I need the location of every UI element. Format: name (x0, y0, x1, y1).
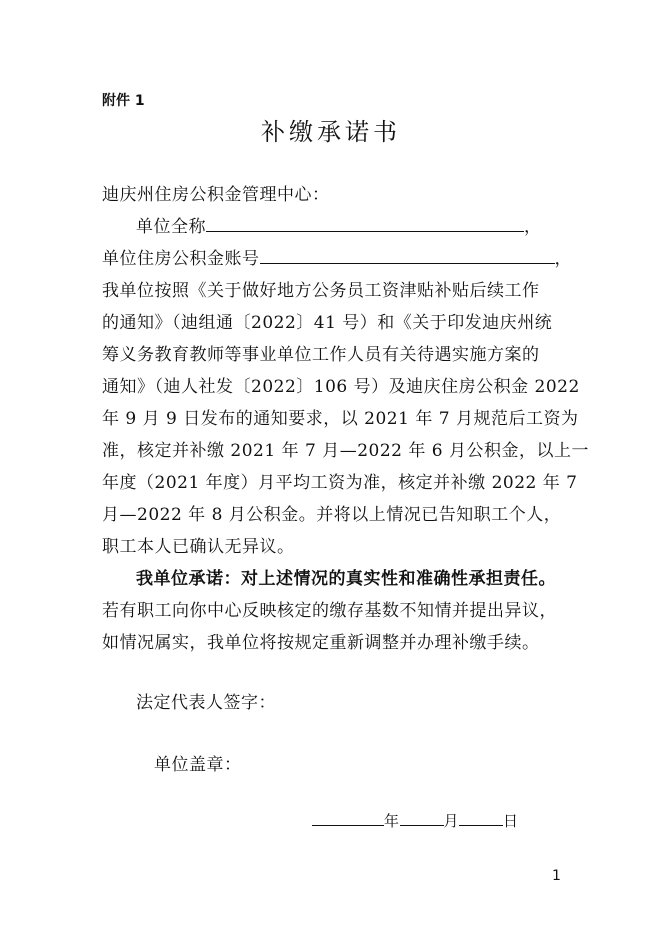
body-line: 年 9 月 9 日发布的通知要求，以 2021 年 7 月规范后工资为 (102, 409, 579, 429)
date-line (312, 810, 519, 831)
unit-name-end: ， (524, 217, 542, 237)
body-line: 准，核定并补缴 2021 年 7 月—2022 年 6 月公积金，以上一 (102, 441, 589, 461)
account-line (102, 244, 572, 269)
page-number: 1 (552, 868, 561, 884)
unit-name-label: 单位全称 (136, 217, 206, 237)
pledge-statement: 我单位承诺：对上述情况的真实性和准确性承担责任。 (136, 569, 556, 589)
day-label: 日 (503, 812, 519, 830)
unit-name-blank (206, 217, 524, 232)
legal-rep-signature-label: 法定代表人签字： (136, 693, 276, 713)
account-label: 单位住房公积金账号 (102, 249, 260, 269)
document-title: 补缴承诺书 (261, 118, 401, 146)
year-blank (312, 811, 384, 826)
pledge-line: 如情况属实，我单位将按规定重新调整并办理补缴手续。 (102, 633, 540, 653)
pledge-line: 若有职工向你中心反映核定的缴存基数不知情并提出异议， (102, 601, 557, 621)
unit-name-line (136, 212, 542, 237)
day-blank (459, 811, 503, 826)
body-line: 我单位按照《关于做好地方公务员工资津贴补贴后续工作 (102, 281, 540, 301)
body-line: 筹义务教育教师等事业单位工作人员有关待遇实施方案的 (102, 345, 540, 365)
body-line: 的通知》（迪组通〔2022〕41 号）和《关于印发迪庆州统 (102, 313, 553, 333)
body-line: 月—2022 年 8 月公积金。并将以上情况已告知职工个人， (102, 505, 562, 525)
year-label: 年 (384, 812, 400, 830)
body-line: 年度（2021 年度）月平均工资为准，核定并补缴 2022 年 7 (102, 473, 578, 493)
body-line: 职工本人已确认无异议。 (102, 537, 295, 557)
month-label: 月 (443, 812, 460, 830)
unit-seal-label: 单位盖章： (154, 755, 242, 775)
body-line: 通知》（迪人社发〔2022〕106 号）及迪庆住房公积金 2022 (102, 377, 580, 397)
account-end: ， (554, 249, 572, 269)
account-blank (260, 249, 555, 264)
attachment-label: 附件 1 (102, 93, 145, 109)
month-blank (400, 811, 444, 826)
addressee: 迪庆州住房公积金管理中心： (102, 185, 330, 205)
